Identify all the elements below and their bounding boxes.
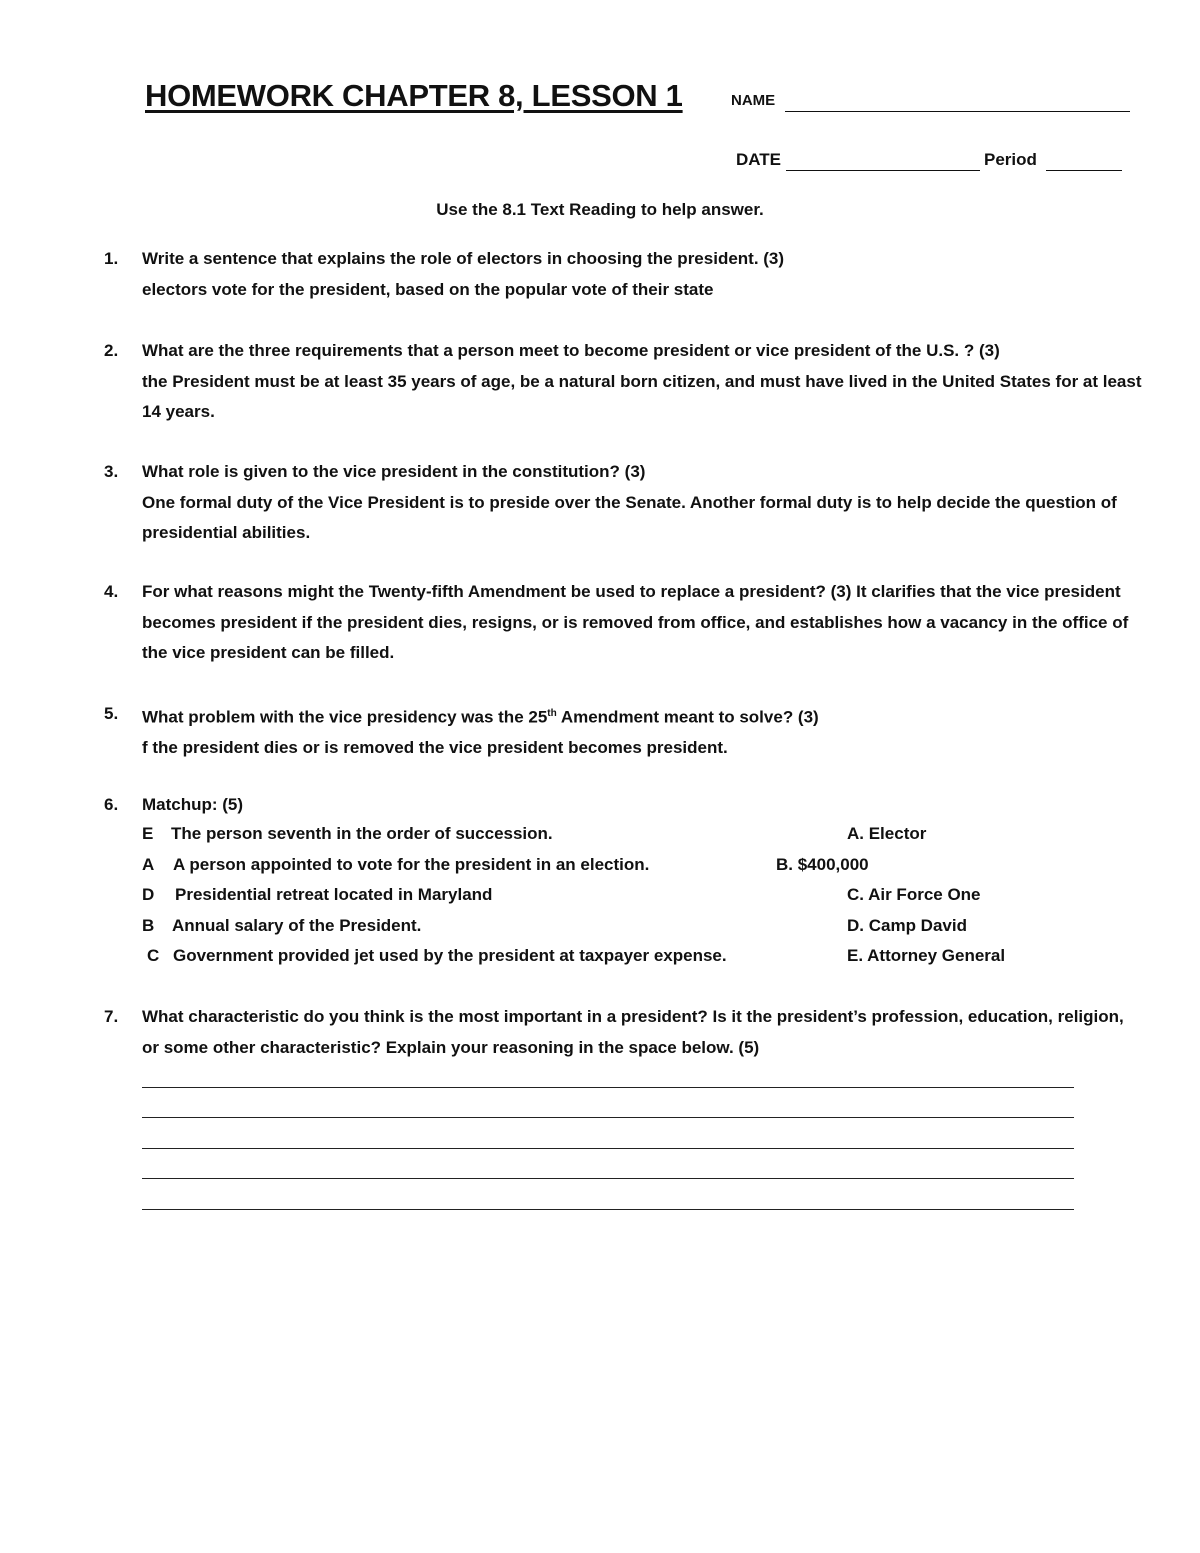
- answer-text: f the president dies or is removed the vice president becomes president.: [142, 738, 728, 758]
- question-text: [142, 699, 1144, 733]
- question-number: 5.: [104, 704, 119, 723]
- question-text: Write a sentence that explains the role of electors in choosing the president. (3): [142, 249, 785, 268]
- question-text: Matchup: (5): [142, 795, 244, 814]
- question-4: [104, 577, 1144, 669]
- date-label: DATE: [736, 150, 782, 169]
- name-field[interactable]: [785, 111, 1130, 112]
- matchup-answer-letter: D: [142, 885, 155, 904]
- question-3: [104, 457, 1144, 549]
- answer-writing-line[interactable]: [142, 1178, 1074, 1179]
- question-text: What characteristic do you think is the most important in a president? Is it the president’s profession, education, religion, or some other characteristic? Explain your reasoning in the space below. (5): [142, 1007, 1124, 1057]
- matchup-answer-letter: B: [142, 916, 155, 935]
- period-label: Period: [984, 150, 1037, 169]
- question-5: [104, 699, 1144, 764]
- matchup-description: Annual salary of the President.: [172, 916, 422, 935]
- question-text: What role is given to the vice president in the constitution? (3): [142, 462, 646, 481]
- question-2: [104, 336, 1144, 428]
- question-number: 2.: [104, 341, 119, 360]
- matchup-description: A person appointed to vote for the president in an election.: [173, 855, 650, 874]
- matchup-option: A. Elector: [847, 824, 927, 843]
- question-6: [104, 790, 1144, 821]
- question-text: For what reasons might the Twenty-fifth Amendment be used to replace a president? (3) It clarifies that the vice president becomes president if the president dies, resigns, or is removed from office, and establishes how a vacancy in the office of the vice president can be filled.: [142, 582, 1129, 662]
- answer-writing-line[interactable]: [142, 1148, 1074, 1149]
- instruction-text: Use the 8.1 Text Reading to help answer.: [436, 200, 764, 219]
- answer-text: One formal duty of the Vice President is to preside over the Senate. Another formal duty is to help decide the question of presidential abilities.: [142, 492, 1117, 542]
- question-number: 1.: [104, 249, 119, 268]
- question-text-start: What problem with the vice presidency was the 25: [142, 707, 548, 727]
- question-number: 7.: [104, 1007, 119, 1026]
- answer-writing-line[interactable]: [142, 1087, 1074, 1088]
- question-text-end: Amendment meant to solve? (3): [556, 707, 819, 727]
- matchup-option: B. $400,000: [776, 855, 869, 874]
- name-label: NAME: [731, 92, 776, 109]
- superscript-th: th: [547, 708, 557, 719]
- matchup-answer-letter: C: [147, 946, 160, 965]
- answer-writing-line[interactable]: [142, 1209, 1074, 1210]
- matchup-option: C. Air Force One: [847, 885, 981, 904]
- answer-text: the President must be at least 35 years of age, be a natural born citizen, and must have lived in the United States for at least 14 years.: [142, 371, 1142, 421]
- matchup-option: D. Camp David: [847, 916, 967, 935]
- question-number: 6.: [104, 795, 119, 814]
- matchup-answer-letter: E: [142, 824, 154, 843]
- answer-writing-line[interactable]: [142, 1117, 1074, 1118]
- answer-text: electors vote for the president, based on the popular vote of their state: [142, 279, 714, 299]
- matchup-description: Presidential retreat located in Maryland: [175, 885, 493, 904]
- page-title: HOMEWORK CHAPTER 8, LESSON 1: [145, 78, 683, 113]
- period-field[interactable]: [1046, 170, 1122, 171]
- question-1: [104, 244, 1144, 305]
- date-field[interactable]: [786, 170, 980, 171]
- matchup-option: E. Attorney General: [847, 946, 1006, 965]
- question-text: What are the three requirements that a person meet to become president or vice president of the U.S. ? (3): [142, 341, 1000, 360]
- matchup-description: The person seventh in the order of succession.: [171, 824, 553, 843]
- matchup-answer-letter: A: [142, 855, 155, 874]
- question-number: 4.: [104, 582, 119, 601]
- question-7: [104, 1002, 1144, 1063]
- matchup-description: Government provided jet used by the president at taxpayer expense.: [173, 946, 727, 965]
- question-number: 3.: [104, 462, 119, 481]
